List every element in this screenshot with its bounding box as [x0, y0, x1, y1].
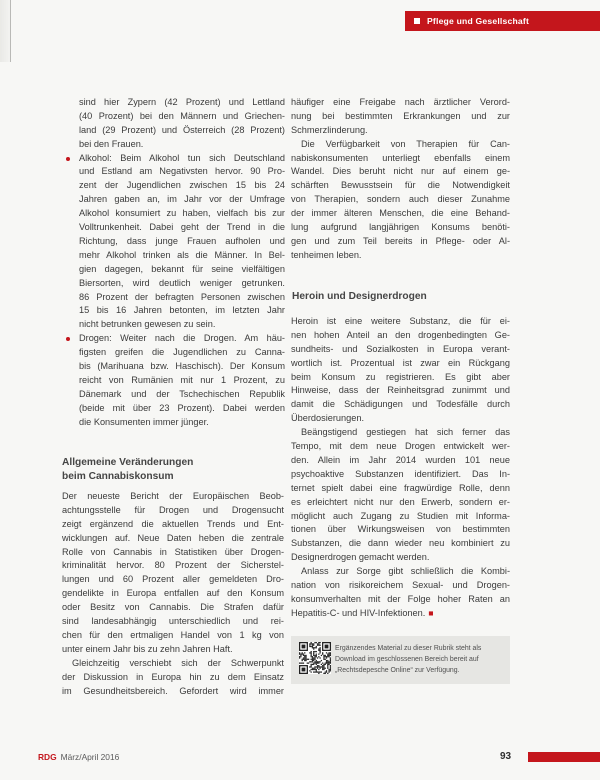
article-text-line — [62, 532, 284, 546]
article-text-content: (40 Prozent) bei den Männern und Griechen- — [79, 110, 285, 121]
article-text-content: Überdosierungen. — [291, 413, 365, 424]
article-text-content: nation von risikoreichem Sexual- und Drogen- — [291, 580, 510, 591]
page-number: 93 — [500, 751, 512, 762]
article-text-line — [79, 179, 285, 193]
article-text-content: Tempo, mit dem neue Drogen entwickelt wer- — [291, 441, 510, 452]
article-text-line — [291, 398, 510, 412]
section-heading-cannabis — [62, 456, 193, 484]
article-text-line — [79, 165, 285, 179]
paragraph-heroin — [291, 315, 510, 426]
download-info-text — [335, 643, 505, 677]
article-text-line — [291, 221, 510, 235]
article-text-line — [291, 152, 510, 166]
article-text-content: und Estland am Negativsten hervor. 90 Pro- — [79, 166, 285, 177]
article-text-line — [79, 332, 285, 346]
article-text-line — [291, 124, 510, 138]
article-text-content: gendelikte in Europa entfallen auf den Konsum — [62, 588, 284, 599]
article-text-content: nung bei bestimmten Erkrankungen und zur — [291, 110, 510, 121]
article-text-content: nabiskonsumenten unterliegt ebenfalls einem — [291, 152, 510, 163]
article-text-content: häufiger eine Freigabe nach ärztlicher Verord- — [291, 97, 510, 107]
article-text-line — [291, 496, 510, 510]
list-continuation — [79, 96, 285, 152]
article-text-content: land (29 Prozent) und Österreich (28 Prozent) — [79, 124, 285, 135]
article-text-content: von Therapien, sondern auch dieser Zunahme — [291, 194, 510, 205]
article-text-content: Designerdrogen gemacht werden. — [291, 552, 430, 563]
article-text-line — [291, 537, 510, 551]
footer-issue-info — [38, 751, 119, 763]
article-text-line — [291, 343, 510, 357]
article-text-content: Gleichzeitig verschiebt sich der Schwerpunkt — [72, 657, 284, 668]
article-text-line — [291, 468, 510, 482]
article-text-line — [291, 371, 510, 385]
article-text-content: lung aufgrund langjährigen Konsums benöti- — [291, 222, 510, 233]
article-text-content: Substanzen, die dann wieder neu kombiniert zu — [291, 538, 510, 549]
article-text-content: ternet spielt dabei eine fragwürdige Rolle, denn — [291, 482, 510, 493]
article-text-line — [291, 593, 510, 607]
article-text-content: lungen und 60 Prozent aller gemeldeten Dro- — [62, 574, 284, 585]
article-text-content: Alkohol konsumiert zu haben, vielfach bis zur — [79, 208, 285, 219]
article-text-content: sind landesabhängig unterschiedlich und rei- — [62, 616, 284, 627]
article-text-line — [291, 482, 510, 496]
article-text-content: Die Verfügbarkeit von Therapien für Can- — [301, 138, 510, 149]
article-text-line — [291, 235, 510, 249]
article-text-line — [291, 165, 510, 179]
article-text-line — [79, 152, 285, 166]
article-text-content: zeigt ergänzend die aktuellen Trends und Ent- — [62, 518, 284, 529]
article-text-line — [291, 412, 510, 426]
download-info-line: „Rechtsdepesche Online“ zur Verfügung. — [335, 667, 460, 675]
article-text-content: im Gesundheitsbereich. Gefordert wird immer — [62, 685, 284, 696]
article-text-line — [291, 329, 510, 343]
article-text-content: reicht von Rumänien mit nur 1 Prozent, zu — [79, 374, 285, 385]
article-text-line — [79, 346, 285, 360]
article-text-content: die Konsumenten immer jünger. — [79, 416, 209, 427]
journal-name: RDG — [38, 752, 57, 762]
heading-line: Allgemeine Veränderungen — [62, 457, 194, 468]
red-dot-icon — [66, 157, 70, 161]
article-text-content: Alkohol: Beim Alkohol tun sich Deutschland — [79, 152, 285, 163]
article-text-line — [79, 110, 285, 124]
article-text-line — [62, 685, 284, 699]
article-text-line — [62, 518, 284, 532]
article-text-line — [62, 559, 284, 573]
article-text-content: sundheits- und Sozialkosten in Europa verant- — [291, 343, 510, 354]
article-text-content: nicht betrunken gewesen zu sein. — [79, 319, 216, 330]
article-text-content: bis (Marihuana bzw. Haschisch). Der Konsum — [79, 361, 285, 372]
paragraph-therapy — [291, 138, 510, 263]
article-text-line — [79, 291, 285, 305]
article-text-content: Schmerzlinderung. — [291, 124, 368, 135]
section-label: Pflege und Gesellschaft — [427, 16, 530, 26]
article-text-content: Anlass zur Sorge gibt schließlich die Kombi- — [301, 566, 510, 577]
article-text-line — [62, 601, 284, 615]
article-text-content: Hepatitis-C- und HIV-Infektionen. — [291, 607, 426, 618]
section-heading-heroin — [292, 290, 427, 304]
footer-accent-bar — [528, 752, 600, 762]
article-text-content: sind hier Zypern (42 Prozent) und Lettland — [79, 97, 285, 107]
article-text-content: (beide mit über 23 Prozent). Dabei werden — [79, 402, 285, 413]
article-text-content: Der neueste Bericht der Europäischen Beob- — [62, 491, 284, 501]
article-text-content: bei den Frauen. — [79, 138, 144, 149]
qr-code-icon[interactable] — [299, 642, 331, 674]
article-text-line — [79, 374, 285, 388]
article-text-line — [79, 124, 285, 138]
article-text-content: tenheimen leben. — [291, 249, 362, 260]
article-text-content: Biersorten, wird deutlich weniger getrunken. — [79, 277, 285, 288]
article-text-content: den. Allein im Jahr 2014 wurden 101 neue — [291, 454, 510, 465]
article-text-line — [291, 607, 510, 621]
article-text-line — [62, 657, 284, 671]
article-text-content: zent der Jugendlichen zwischen 15 bis 24 — [79, 180, 285, 191]
article-text-line — [79, 96, 285, 110]
article-text-line — [79, 138, 285, 152]
article-text-content: figsten greifen die Jugendlichen zu Canna- — [79, 347, 285, 358]
issue-date: März/April 2016 — [60, 752, 120, 762]
article-text-line — [79, 360, 285, 374]
article-text-content: achtungsstelle für Drogen und Drogensucht — [62, 504, 284, 515]
article-text-content: Drogen: Weiter nach die Drogen. Am häu- — [79, 333, 285, 344]
article-text-line — [291, 523, 510, 537]
article-text-content: möglicht auch Zugang zu Studien mit Informa- — [291, 510, 510, 521]
article-text-content: kriminalität hervor. 80 Prozent der Sicherstel- — [62, 560, 284, 571]
white-square-icon — [414, 18, 420, 24]
article-text-line — [79, 277, 285, 291]
article-text-content: 86 Prozent der befragten Personen zwischen — [79, 291, 285, 302]
article-text-content: Wandel. Dies beruht nicht nur auf einem ge- — [291, 166, 510, 177]
article-text-line — [291, 179, 510, 193]
article-text-line — [79, 318, 285, 332]
article-text-line — [291, 249, 510, 263]
article-text-content: gien dagegen, bekannt für seine vielfältigen — [79, 263, 285, 274]
article-text-content: oder Besitz von Cannabis. Die Strafen dafür — [62, 602, 284, 613]
article-text-content: schärften Bewusstsein für die Notwendigkeit — [291, 180, 510, 191]
article-text-content: Dänemark und der Tschechischen Republik — [79, 388, 285, 399]
article-text-line — [62, 615, 284, 629]
article-text-content: der Diskussion in Europa hin zu dem Einsatz — [62, 671, 284, 682]
article-text-line — [79, 263, 285, 277]
red-dot-icon — [66, 337, 70, 341]
article-text-content: konsumverhalten mit der Folge hoher Raten an — [291, 593, 510, 604]
article-text-line — [62, 671, 284, 685]
article-text-line — [291, 207, 510, 221]
article-text-line — [291, 426, 510, 440]
article-text-content: unter einem Jahr bis zu zehn Jahren Haft. — [62, 643, 233, 654]
download-info-line: Download im geschlossenen Bereich bereit auf — [335, 656, 479, 664]
article-text-line — [79, 402, 285, 416]
section-banner — [405, 11, 600, 31]
article-text-line — [291, 384, 510, 398]
article-text-content: Jahren gaben an, im Jahr vor der Umfrage — [79, 194, 285, 205]
article-text-content: wicklungen auf. Neue Daten heben die zentrale — [62, 532, 284, 543]
article-text-line — [79, 416, 285, 430]
page-edge-line — [10, 0, 11, 62]
article-text-line — [291, 110, 510, 124]
article-text-line — [291, 454, 510, 468]
download-info-line: Ergänzendes Material zu dieser Rubrik steht als — [335, 645, 482, 652]
article-text-line — [62, 490, 284, 504]
article-text-line — [79, 235, 285, 249]
article-text-line — [291, 440, 510, 454]
article-text-content: der immer älteren Menschen, die eine Behand- — [291, 208, 510, 219]
article-text-line — [291, 565, 510, 579]
article-text-content: gen und zum Teil bereits in Pflege- oder Al- — [291, 235, 510, 246]
article-text-content: es erleichtert nicht nur den Erwerb, sondern er- — [291, 496, 510, 507]
article-text-line — [79, 388, 285, 402]
paragraph-designer-drugs — [291, 426, 510, 565]
download-info-box — [291, 636, 510, 684]
article-text-line — [79, 249, 285, 263]
heading-line: Heroin und Designerdrogen — [292, 291, 427, 302]
paragraph-infections — [291, 565, 510, 621]
list-item-alcohol — [79, 152, 285, 333]
article-text-content: damit die Schädigungen und Todesfälle durch — [291, 399, 510, 410]
article-text-line — [62, 573, 284, 587]
article-text-line — [291, 96, 510, 110]
article-text-content: Richtung, dass junge Frauen aufholen und — [79, 235, 285, 246]
article-text-content: nen hohen Anteil an den drogenbedingten Ge- — [291, 329, 510, 340]
article-text-line — [79, 207, 285, 221]
article-text-line — [62, 643, 284, 657]
article-text-content: Volltrunkenheit. Dabei geht der Trend in die — [79, 222, 285, 233]
article-text-line — [291, 357, 510, 371]
article-text-content: tionen über Wirkungsweisen von bestimmten — [291, 524, 510, 535]
article-text-content: Heroin ist eine weitere Substanz, die für ei- — [291, 316, 510, 326]
page-edge-shadow — [0, 0, 10, 62]
article-text-content: wortlich ist. Prozentual ist zwar ein Rückgang — [291, 357, 510, 368]
article-text-content: mehr Alkohol trinken als die Männer. In Bel- — [79, 249, 285, 260]
article-text-content: psychoaktive Substanzen identifiziert. Das In- — [291, 468, 510, 479]
article-text-line — [62, 546, 284, 560]
article-text-content: Beängstigend gestiegen hat sich ferner das — [301, 427, 510, 438]
article-text-line — [291, 315, 510, 329]
list-item-drugs — [79, 332, 285, 429]
article-text-line — [62, 629, 284, 643]
article-text-line — [291, 193, 510, 207]
article-text-content: beim Konsum zu registrieren. Es gibt aber — [291, 371, 510, 382]
article-end-mark: ■ — [428, 607, 434, 618]
heading-line: beim Cannabiskonsum — [62, 471, 174, 482]
article-text-line — [79, 304, 285, 318]
paragraph-report — [62, 490, 284, 657]
article-text-line — [62, 587, 284, 601]
article-text-line — [79, 221, 285, 235]
article-text-line — [291, 510, 510, 524]
article-text-content: chen für den ertmaligen Handel von 1 kg von — [62, 629, 284, 640]
article-text-content: Hinweise, dass der Reinheitsgrad zunimmt und — [291, 385, 510, 396]
paragraph-continuation — [291, 96, 510, 138]
article-text-line — [291, 138, 510, 152]
article-text-content: 15 bis 16 Jahren betonten, im letzten Jahr — [79, 305, 285, 316]
article-text-line — [291, 579, 510, 593]
article-text-line — [79, 193, 285, 207]
article-text-line — [62, 504, 284, 518]
paragraph-health-use — [62, 657, 284, 699]
article-text-line — [291, 551, 510, 565]
article-text-content: Rolle von Cannabis in Statistiken über Drogen- — [62, 546, 284, 557]
